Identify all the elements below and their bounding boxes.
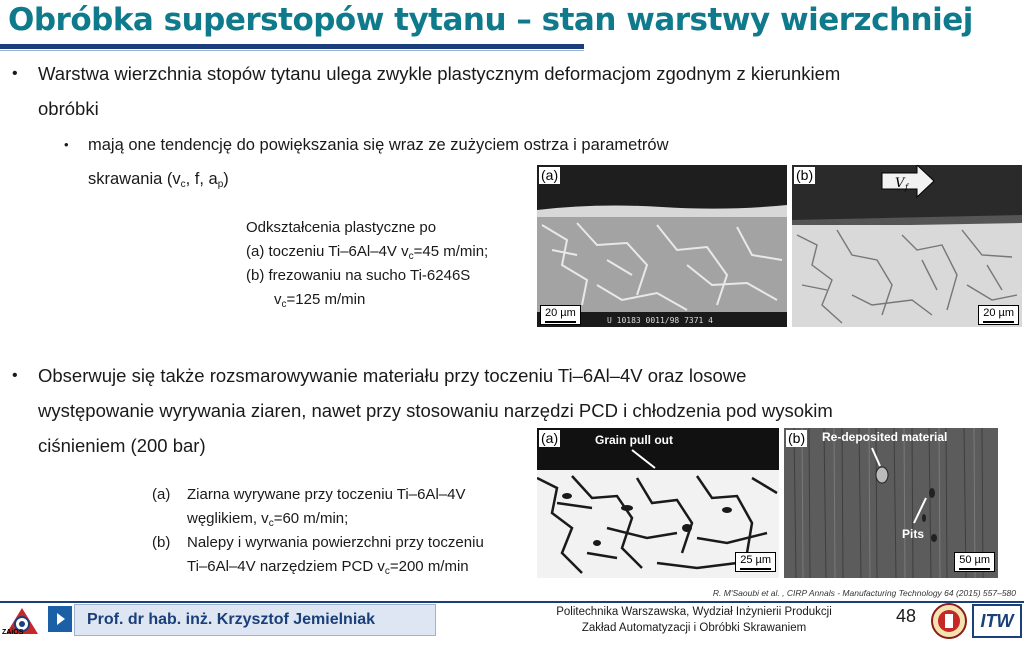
source-reference: R. M'Saoubi et al. , CIRP Annals - Manufacturing Technology 64 (2015) 557–580 xyxy=(712,588,1016,598)
next-slide-arrow-icon[interactable] xyxy=(48,606,72,632)
micrograph-top-a-label: (a) xyxy=(541,167,559,183)
logo-university-crest xyxy=(930,602,968,640)
pits-annotation: Pits xyxy=(902,527,925,541)
bullet-1 xyxy=(12,56,978,126)
bullet-2-line-2: występowanie wyrywania ziaren, nawet przy stosowaniu narzędzi PCD i chłodzenia pod wysokim xyxy=(38,400,833,421)
micrograph-top-a xyxy=(537,165,787,327)
bullet-2-line-3: ciśnieniem (200 bar) xyxy=(38,435,206,456)
micrograph-bottom-a-label: (a) xyxy=(541,430,559,446)
title-underline xyxy=(0,44,584,49)
figure-caption-1 xyxy=(246,216,488,312)
sub-bullet-1-line-1: mają one tendencję do powiększania się wraz ze zużyciem ostrza i parametrów xyxy=(88,136,669,154)
feed-symbol-sub: f xyxy=(905,183,908,192)
scale-bar-bottom-a: 25 µm xyxy=(735,552,776,572)
re-deposited-material-annotation: Re-deposited material xyxy=(822,430,948,444)
caption-2-a-line-1: (a) Ziarna wyrywane przy toczeniu Ti–6Al–4V xyxy=(152,486,466,503)
logo-itw xyxy=(972,604,1022,638)
caption-1-line-3: (b) frezowaniu na sucho Ti-6246S xyxy=(246,267,471,284)
logo-zaios-text: ZAiOS xyxy=(2,629,24,636)
micrograph-top-a-image xyxy=(537,165,787,327)
logo-zaios xyxy=(2,604,42,638)
institution-line-1: Politechnika Warszawska, Wydział Inżynierii Produkcji xyxy=(556,606,832,618)
micrograph-bottom-b xyxy=(784,428,998,578)
scale-bar-top-a: 20 µm xyxy=(540,305,581,325)
scale-bar-top-b: 20 µm xyxy=(978,305,1019,325)
caption-1-line-2: (a) toczeniu Ti–6Al–4V $v_c=45$ m/min; xyxy=(246,243,489,262)
micrograph-top-b xyxy=(792,165,1022,327)
author-box xyxy=(74,604,436,636)
bullet-1-line-1: Warstwa wierzchnia stopów tytanu ulega zwykle plastycznym deformacjom zgodnym z kierunkiem xyxy=(38,63,841,84)
grain-pull-out-annotation: Grain pull out xyxy=(595,433,673,447)
institution xyxy=(538,604,850,636)
title-underline-thin xyxy=(0,50,584,51)
caption-1-line-4: $v_c=125$ m/min xyxy=(274,291,366,310)
bullet-1-line-2: obróbki xyxy=(38,98,99,119)
bullet-2-line-1: Obserwuje się także rozsmarowywanie materiału przy toczeniu Ti–6Al–4V oraz losowe xyxy=(38,365,747,386)
micrograph-top-b-label: (b) xyxy=(796,167,814,183)
page-number: 48 xyxy=(896,606,917,626)
sub-bullet-dot: • xyxy=(64,137,69,152)
re-deposited-particle xyxy=(876,467,888,483)
feed-symbol: V xyxy=(895,176,905,191)
micrograph-bottom-b-label: (b) xyxy=(788,430,806,446)
figure-caption-2 xyxy=(152,483,484,579)
logo-itw-text: ITW xyxy=(980,611,1014,631)
scale-bar-bottom-b: 50 µm xyxy=(954,552,995,572)
page-title: Obróbka superstopów tytanu – stan warstwy wierzchniej xyxy=(8,2,973,38)
caption-2-a-line-2: węglikiem, $v_c=60$ m/min; xyxy=(187,510,349,529)
author-name: Prof. dr hab. inż. Krzysztof Jemielniak xyxy=(87,611,376,628)
caption-2-b-line-1: (b) Nalepy i wyrwania powierzchni przy toczeniu xyxy=(152,534,484,551)
institution-line-2: Zakład Automatyzacji i Obróbki Skrawaniem xyxy=(581,622,807,634)
caption-2-b-line-2: Ti–6Al–4V narzędziem PCD $v_c=200$ m/min xyxy=(187,558,469,577)
sub-bullet-1-line-2: skrawania ($v_c$, f, $a_p$) xyxy=(88,170,229,190)
bullet-dot: • xyxy=(12,367,18,384)
micrograph-bottom-a xyxy=(537,428,779,578)
caption-1-line-1: Odkształcenia plastyczne po xyxy=(246,219,437,236)
bullet-dot: • xyxy=(12,65,18,82)
footer-rule xyxy=(0,601,1024,603)
micrograph-top-b-image xyxy=(792,165,1022,327)
micrograph-top-a-footer: U 10183 0011/98 7371 4 xyxy=(607,316,713,325)
